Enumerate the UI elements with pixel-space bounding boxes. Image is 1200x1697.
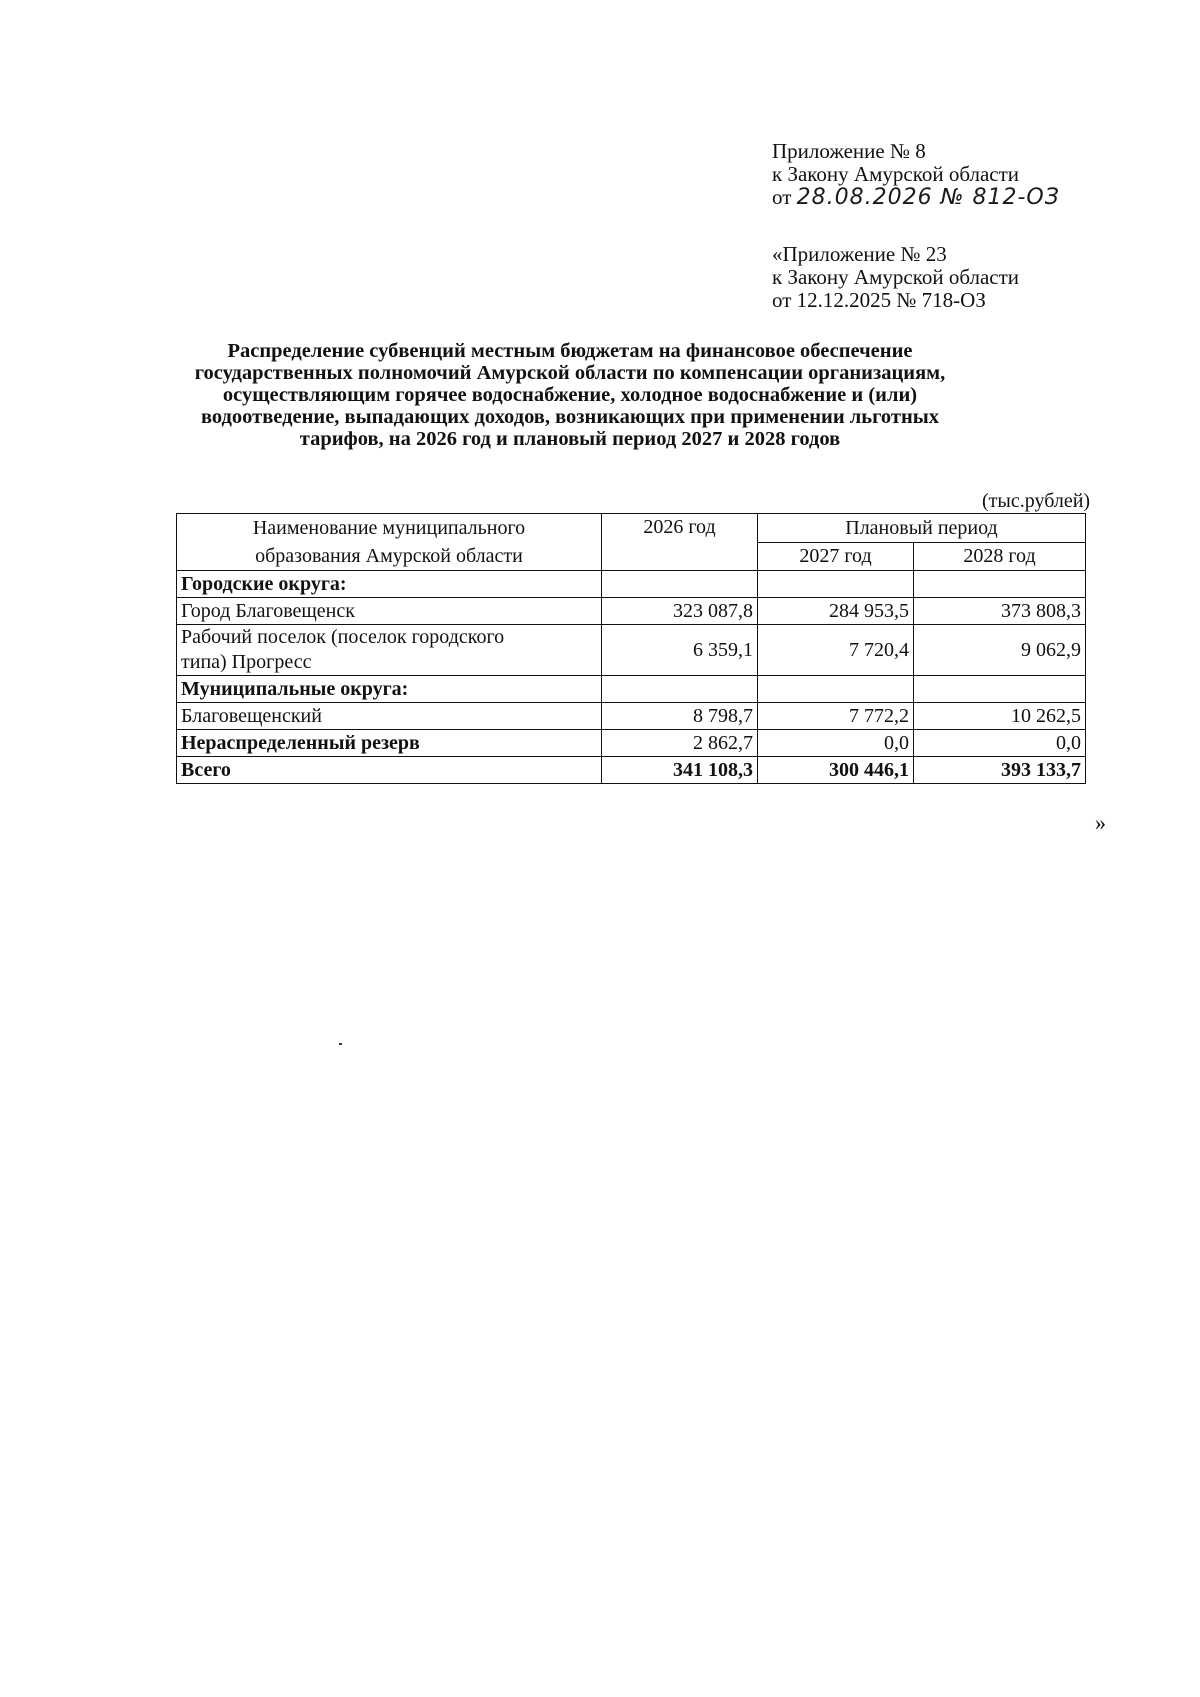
row-value-2028 <box>914 571 1086 598</box>
scan-speck <box>339 1043 342 1045</box>
header-municipality-line1: Наименование муниципального <box>252 517 526 539</box>
document-title <box>170 340 970 450</box>
unit-label: (тыс.рублей) <box>982 490 1091 512</box>
table-row <box>177 571 1086 598</box>
appendix-ref-line1: «Приложение № 23 <box>772 242 947 266</box>
row-name: Всего <box>177 757 602 784</box>
closing-quote: » <box>1095 810 1106 835</box>
appendix-main-line3 <box>772 186 1060 209</box>
table-total-row <box>177 757 1086 784</box>
subvention-table <box>176 513 1086 784</box>
title-line3: осуществляющим горячее водоснабжение, холодное водоснабжение и (или) <box>222 384 918 406</box>
row-value-2027: 7 772,2 <box>758 703 914 730</box>
row-value-2027: 0,0 <box>758 730 914 757</box>
row-value-2026: 6 359,1 <box>602 625 758 676</box>
table-row <box>177 598 1086 625</box>
table-row <box>177 703 1086 730</box>
row-name: Благовещенский <box>177 703 602 730</box>
table-row <box>177 730 1086 757</box>
row-value-2028: 10 262,5 <box>914 703 1086 730</box>
table-row <box>177 676 1086 703</box>
row-value-2028: 393 133,7 <box>914 757 1086 784</box>
row-value-2028 <box>914 676 1086 703</box>
header-municipality-line2: образования Амурской области <box>255 545 523 567</box>
row-value-2026: 341 108,3 <box>602 757 758 784</box>
title-line4: водоотведение, выпадающих доходов, возникающих при применении льготных <box>200 406 940 428</box>
table-header-row-1 <box>177 514 1086 543</box>
row-value-2027: 7 720,4 <box>758 625 914 676</box>
appendix-reference-block <box>772 243 1019 312</box>
row-value-2027 <box>758 676 914 703</box>
table-row <box>177 625 1086 676</box>
title-line1: Распределение субвенций местным бюджетам на финансовое обеспечение <box>227 340 913 362</box>
row-value-2028: 373 808,3 <box>914 598 1086 625</box>
row-name <box>177 625 602 676</box>
row-value-2026: 2 862,7 <box>602 730 758 757</box>
row-name: Муниципальные округа: <box>177 676 602 703</box>
appendix-main-block <box>772 140 1060 209</box>
row-value-2026: 8 798,7 <box>602 703 758 730</box>
appendix-main-date-prefix: от <box>772 185 792 209</box>
handwritten-law-number: 28.08.2026 № 812-ОЗ <box>796 185 1060 210</box>
header-municipality <box>177 514 602 571</box>
row-value-2027 <box>758 571 914 598</box>
header-year-2028: 2028 год <box>914 542 1086 571</box>
row-value-2026 <box>602 676 758 703</box>
appendix-main-line1: Приложение № 8 <box>772 139 926 163</box>
row-name: Нераспределенный резерв <box>177 730 602 757</box>
title-line5: тарифов, на 2026 год и плановый период 2027 и 2028 годов <box>299 428 841 450</box>
row-name-line1: Рабочий поселок (поселок городского <box>181 626 505 648</box>
appendix-ref-line3: от 12.12.2025 № 718-ОЗ <box>772 288 986 312</box>
row-value-2028: 9 062,9 <box>914 625 1086 676</box>
row-value-2026 <box>602 571 758 598</box>
row-value-2027: 284 953,5 <box>758 598 914 625</box>
header-planned-period: Плановый период <box>758 514 1086 543</box>
title-line2: государственных полномочий Амурской области по компенсации организациям, <box>194 362 946 384</box>
row-value-2027: 300 446,1 <box>758 757 914 784</box>
row-value-2026: 323 087,8 <box>602 598 758 625</box>
header-year-2026: 2026 год <box>602 514 758 571</box>
row-name-line2: типа) Прогресс <box>181 651 312 673</box>
row-name: Город Благовещенск <box>177 598 602 625</box>
header-year-2027: 2027 год <box>758 542 914 571</box>
appendix-main-line2: к Закону Амурской области <box>772 162 1020 186</box>
appendix-ref-line2: к Закону Амурской области <box>772 265 1020 289</box>
row-name: Городские округа: <box>177 571 602 598</box>
row-value-2028: 0,0 <box>914 730 1086 757</box>
